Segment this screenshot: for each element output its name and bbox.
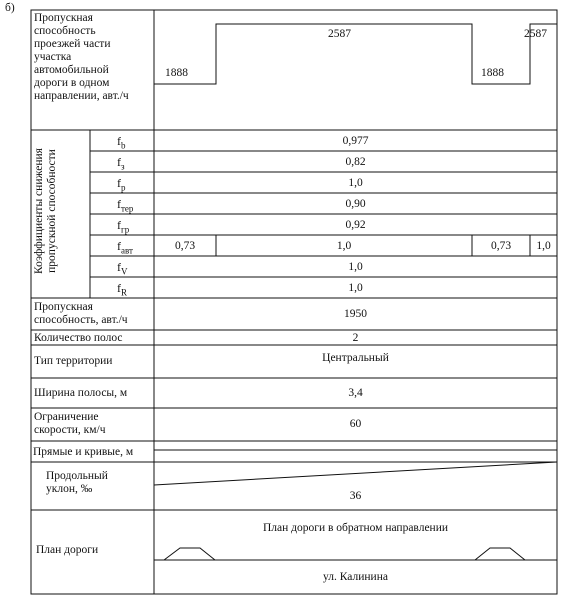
curves-label: Прямые и кривые, м	[33, 446, 134, 458]
coef-label-fp: $f_p$	[117, 176, 126, 193]
speed-limit-value: 60	[349, 418, 362, 430]
capacity-value-4: 2587	[524, 28, 547, 40]
coef-label-fv: $f_V$	[117, 260, 128, 277]
capacity-value: 1950	[344, 308, 367, 320]
territory-label: Тип территории	[34, 355, 113, 367]
coef-label-fb: $f_b$	[117, 134, 126, 151]
grade-label: Продольный уклон, ‰	[46, 470, 108, 495]
intersection-left-icon	[164, 548, 215, 560]
lanes-value: 2	[352, 332, 359, 344]
speed-limit-label: Ограничение скорости, км/ч	[34, 411, 106, 436]
coef-value-fv: 1,0	[348, 261, 363, 273]
coef-value-fb: 0,977	[342, 135, 369, 147]
lanes-label: Количество полос	[34, 332, 123, 344]
coef-value-fgr: 0,92	[345, 219, 366, 231]
coef-label-fgr: $f_{гр}$	[117, 218, 130, 235]
lane-width-label: Ширина полосы, м	[34, 387, 128, 399]
territory-value: Центральный	[322, 352, 389, 364]
coef-label-fr: $f_R$	[117, 281, 128, 298]
coef-group-label: Коэффициенты снижения пропускной способности	[33, 148, 58, 274]
grade-wedge	[154, 462, 557, 485]
coef-value-favt-4: 1,0	[536, 240, 551, 252]
coef-value-favt-2: 1,0	[336, 240, 352, 252]
lane-width-value: 3,4	[348, 387, 363, 399]
figure-label: б)	[5, 2, 15, 14]
capacity-label: Пропускная способность, авт./ч	[34, 301, 128, 326]
coef-value-favt-3: 0,73	[490, 240, 512, 252]
coef-label-favt: $f_{авт}$	[117, 239, 133, 256]
capacity-value-3: 1888	[481, 67, 504, 79]
intersection-right-icon	[475, 548, 525, 560]
capacity-value-2: 2587	[328, 28, 351, 40]
coef-label-fz: $f_з$	[117, 155, 125, 172]
street-name: ул. Калинина	[323, 571, 388, 583]
capacity-row-label: Пропускная способность проезжей части участка автомобильной дороги в одном направлении, авт./ч	[34, 12, 129, 102]
road-plan-label: План дороги	[36, 544, 99, 556]
coef-value-fr: 1,0	[348, 282, 363, 294]
capacity-value-1: 1888	[165, 67, 188, 79]
coef-value-fz: 0,82	[345, 156, 366, 168]
coef-value-fp: 1,0	[348, 177, 363, 189]
coef-value-favt-1: 0,73	[174, 240, 196, 252]
coef-label-fter: $f_{тер}$	[117, 197, 134, 214]
reverse-plan-caption: План дороги в обратном направлении	[262, 522, 449, 534]
grade-value: 36	[349, 490, 362, 502]
coef-value-fter: 0,90	[345, 198, 366, 210]
